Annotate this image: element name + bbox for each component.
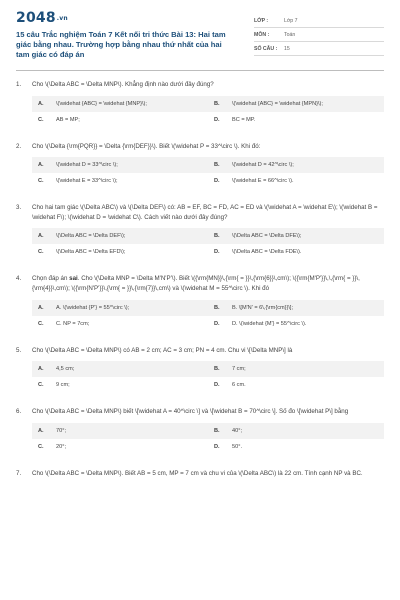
question-list (16, 80, 384, 478)
option-text: \(\widehat E = 33^\circ \); (56, 178, 118, 185)
option-text: 40°; (232, 427, 243, 434)
option-text: \(\Delta ABC = \Delta FDE\). (232, 249, 302, 256)
option-letter: C. (38, 320, 44, 327)
option-letter: B. (214, 427, 220, 434)
grade-value: Lớp 7 (284, 17, 298, 24)
option-letter: A. (38, 304, 44, 311)
option-letter: B. (214, 304, 220, 311)
question-number: 3. (16, 204, 22, 212)
question-text (32, 274, 384, 293)
site-logo[interactable] (16, 10, 236, 26)
question-text: Cho \(\Delta ABC = \Delta MNP\) có AB = 2 cm; AC = 3 cm; PN = 4 cm. Chu vi \[\Delta MNP\] là (32, 346, 293, 354)
header-left (16, 10, 236, 60)
option-b[interactable] (208, 157, 384, 173)
question-number: 1. (16, 81, 22, 89)
option-text: \(\Delta ABC = \Delta EFD\); (56, 249, 126, 256)
option-c[interactable] (32, 377, 208, 393)
option-b[interactable] (208, 228, 384, 244)
question-text: Cho \(\Delta ABC = \Delta MNP\) biết \[\widehat A = 40^\circ \] và \[\widehat B = 70^\circ \]. Số đo \[\widehat P\] bằng (32, 408, 349, 416)
option-d[interactable] (208, 173, 384, 189)
option-c[interactable] (32, 316, 208, 332)
option-text: \(\widehat {ABC} = \widehat {MNP}\); (56, 100, 147, 107)
options (16, 423, 384, 455)
option-text: 50°. (232, 443, 243, 450)
grade-label: LỚP : (254, 17, 269, 24)
option-text: \(\widehat D = 33^\circ \); (56, 162, 118, 169)
option-text: 20°; (56, 443, 67, 450)
question-number: 2. (16, 142, 22, 150)
header-divider (16, 70, 384, 71)
question-number: 5. (16, 346, 22, 354)
option-a[interactable] (32, 96, 208, 112)
logo-suffix: .vn (56, 14, 68, 22)
document-title: 15 câu Trắc nghiệm Toán 7 Kết nối tri thức Bài 13: Hai tam giác bằng nhau. Trường hợp bằng nhau thứ nhất của hai tam giác có đáp án (16, 30, 226, 60)
options (16, 228, 384, 260)
option-d[interactable] (208, 244, 384, 260)
options (16, 96, 384, 128)
option-text: \(\Delta ABC = \Delta DEF\); (56, 233, 126, 240)
option-text: \(\widehat E = 66^\circ \). (232, 178, 294, 185)
option-letter: B. (214, 162, 220, 169)
option-c[interactable] (32, 244, 208, 260)
option-a[interactable] (32, 361, 208, 377)
question-6 (16, 407, 384, 455)
option-b[interactable] (208, 300, 384, 316)
question-number: 6. (16, 408, 22, 416)
question-text: Cho \(\Delta ABC = \Delta MNP\). Biết AB = 5 cm, MP = 7 cm và chu vi của \(\Delta ABC\) là 22 cm. Tính cạnh NP và BC. (32, 469, 363, 477)
option-letter: B. (214, 100, 220, 107)
option-b[interactable] (208, 361, 384, 377)
meta-box (254, 14, 384, 60)
subject-value: Toán (284, 31, 296, 38)
option-text: \(\widehat {ABC} = \widehat {MPN}\); (232, 100, 323, 107)
question-text: Cho \(\Delta ABC = \Delta MNP\). Khẳng định nào dưới đây đúng? (32, 81, 214, 89)
option-text: 6 cm. (232, 382, 246, 389)
option-text: 4,5 cm; (56, 366, 75, 373)
option-a[interactable] (32, 423, 208, 439)
question-4 (16, 274, 384, 331)
option-text: \(\Delta ABC = \Delta DFE\); (232, 233, 302, 240)
option-b[interactable] (208, 423, 384, 439)
option-letter: C. (38, 116, 44, 123)
option-text: D. \(\widehat {M'} = 55^\circ \). (232, 320, 307, 327)
option-letter: D. (214, 382, 220, 389)
option-letter: D. (214, 116, 220, 123)
option-d[interactable] (208, 439, 384, 455)
option-letter: B. (214, 366, 220, 373)
option-d[interactable] (208, 112, 384, 128)
option-letter: D. (214, 249, 220, 256)
question-text-post: . Cho \(\Delta MNP = \Delta M'N'P'\). Biết \({\rm{MN}}\,{\rm{ = }}\,{\rm{6}}\,cm\); \({\rm{M'P'}}\,\,{\rm{ = }}\,{\rm{4}}\,cm\); \({\rm{N'P'}}\,{\rm{ = }}\,{\rm{7}}\,cm\) và \(\widehat M = 55^\circ \). Khi đó (32, 275, 360, 293)
question-7 (16, 469, 384, 479)
option-c[interactable] (32, 439, 208, 455)
option-b[interactable] (208, 96, 384, 112)
question-1 (16, 80, 384, 128)
option-d[interactable] (208, 316, 384, 332)
option-text: C. NP = 7cm; (56, 320, 90, 327)
option-letter: A. (38, 366, 44, 373)
subject-label: MÔN : (254, 31, 270, 38)
option-a[interactable] (32, 228, 208, 244)
question-text-pre: Chọn đáp án (32, 275, 70, 283)
option-text: 70°; (56, 427, 67, 434)
options (16, 300, 384, 332)
option-letter: C. (38, 249, 44, 256)
option-text: B. \[M'N' = 6\,{\rm{cm}}\]; (232, 304, 294, 311)
question-3 (16, 203, 384, 260)
option-text: \(\widehat D = 42^\circ \); (232, 162, 294, 169)
meta-row-grade (254, 14, 384, 28)
question-number: 7. (16, 469, 22, 477)
meta-row-count (254, 42, 384, 56)
meta-row-subject (254, 28, 384, 42)
question-text-emphasis: sai (69, 275, 78, 283)
option-letter: D. (214, 320, 220, 327)
option-text: 9 cm; (56, 382, 70, 389)
option-letter: B. (214, 233, 220, 240)
option-d[interactable] (208, 377, 384, 393)
option-text: AB = MP; (56, 116, 80, 123)
options (16, 157, 384, 189)
option-letter: A. (38, 427, 44, 434)
count-label: SỐ CÂU : (254, 45, 278, 52)
question-number: 4. (16, 275, 22, 283)
option-text: BC = MP. (232, 116, 256, 123)
option-text: A. \(\widehat {P'} = 55^\circ \); (56, 304, 130, 311)
option-a[interactable] (32, 300, 208, 316)
option-letter: A. (38, 162, 44, 169)
option-a[interactable] (32, 157, 208, 173)
count-value: 15 (284, 45, 290, 52)
question-2 (16, 142, 384, 190)
option-c[interactable] (32, 173, 208, 189)
option-c[interactable] (32, 112, 208, 128)
option-letter: D. (214, 178, 220, 185)
question-5 (16, 346, 384, 394)
options (16, 361, 384, 393)
option-letter: A. (38, 100, 44, 107)
question-text: Cho \(\Delta {\rm{PQR}} = \Delta {\rm{DEF}}\). Biết \(\widehat P = 33^\circ \). Khi đó: (32, 142, 261, 150)
logo-text: 2048 (16, 10, 56, 26)
question-text: Cho hai tam giác \(\Delta ABC\) và \(\Delta DEF\) có: AB = EF, BC = FD, AC = ED và \(\widehat A = \widehat E\); \(\widehat B = \widehat F\); \(\widehat D = \widehat C\). Cách viết nào dưới đây đúng? (32, 204, 378, 221)
option-letter: C. (38, 178, 44, 185)
option-letter: A. (38, 233, 44, 240)
option-text: 7 cm; (232, 366, 246, 373)
header (16, 10, 384, 60)
option-letter: C. (38, 443, 44, 450)
option-letter: D. (214, 443, 220, 450)
option-letter: C. (38, 382, 44, 389)
